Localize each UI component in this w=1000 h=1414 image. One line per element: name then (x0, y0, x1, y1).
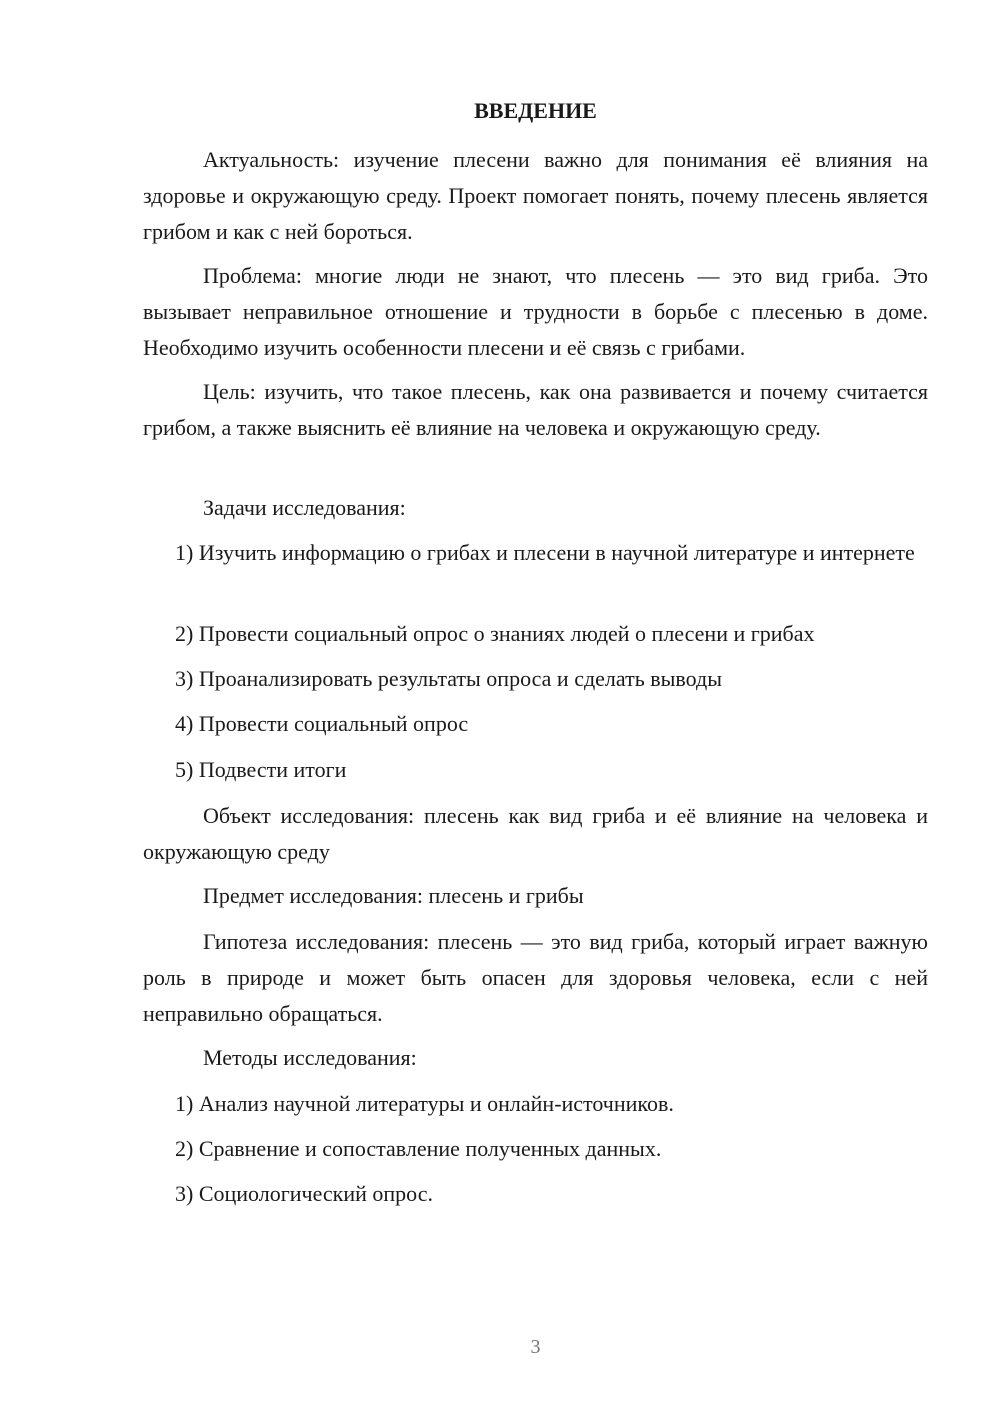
task-item-1: 1) Изучить информацию о грибах и плесени в научной литературе и интернете (175, 540, 915, 565)
goal-paragraph: Цель: изучить, что такое плесень, как она развивается и почему считается грибом, а также выяснить её влияние на человека и окружающую среду. (143, 379, 928, 440)
hypothesis-paragraph: Гипотеза исследования: плесень — это вид гриба, который играет важную роль в природе и может быть опасен для здоровья человека, если с ней неправильно обращаться. (143, 929, 928, 1026)
method-item-1: 1) Анализ научной литературы и онлайн-источников. (175, 1091, 674, 1116)
subject-paragraph: Предмет исследования: плесень и грибы (203, 883, 584, 908)
object-paragraph: Объект исследования: плесень как вид гриба и её влияние на человека и окружающую среду (143, 803, 928, 864)
section-title: ВВЕДЕНИЕ (474, 98, 597, 123)
task-item-4: 4) Провести социальный опрос (175, 711, 469, 736)
problem-paragraph: Проблема: многие люди не знают, что плесень — это вид гриба. Это вызывает неправильное отношение и трудности в борьбе с плесенью в доме. Необходимо изучить особенности плесени и её связь с грибами. (143, 263, 928, 360)
document-page (143, 0, 928, 1414)
method-item-3: 3) Социологический опрос. (175, 1181, 433, 1206)
task-item-5: 5) Подвести итоги (175, 757, 347, 782)
relevance-paragraph: Актуальность: изучение плесени важно для понимания её влияния на здоровье и окружающую среду. Проект помогает понять, почему плесень является грибом и как с ней бороться. (143, 147, 928, 244)
page-number: 3 (530, 1336, 541, 1358)
tasks-heading: Задачи исследования: (203, 495, 406, 520)
task-item-3: 3) Проанализировать результаты опроса и сделать выводы (175, 666, 722, 691)
methods-heading: Методы исследования: (203, 1045, 417, 1070)
task-item-2: 2) Провести социальный опрос о знаниях людей о плесени и грибах (175, 621, 815, 646)
method-item-2: 2) Сравнение и сопоставление полученных данных. (175, 1136, 662, 1161)
